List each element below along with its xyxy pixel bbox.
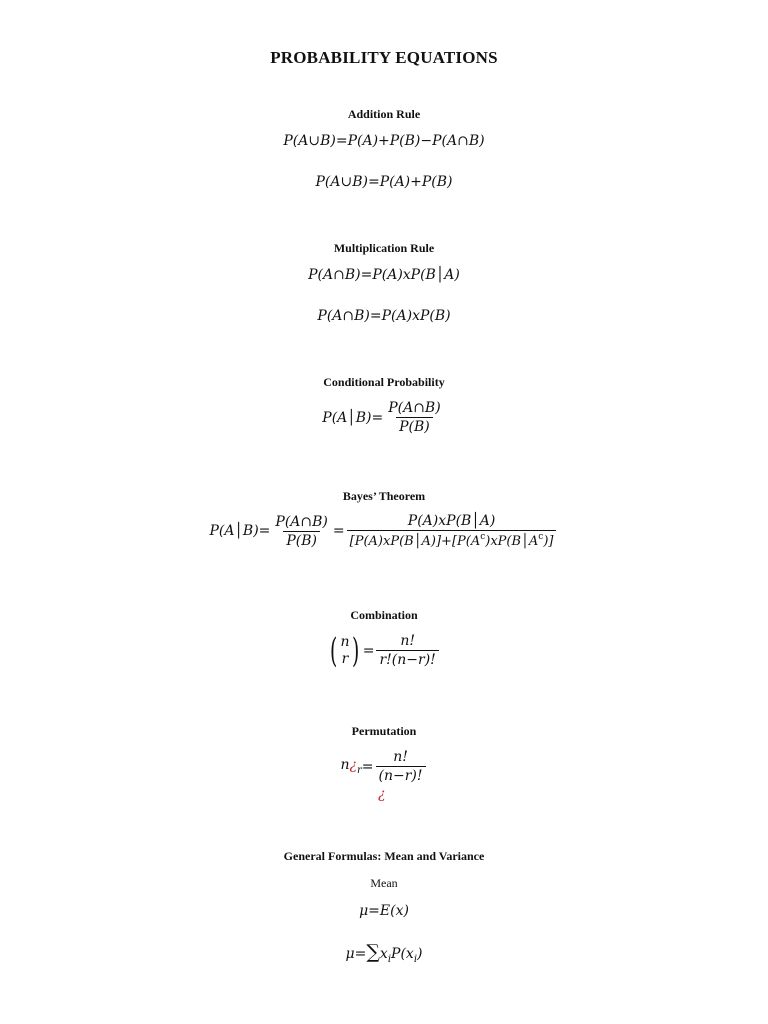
binomial-stack [340, 634, 349, 668]
bayes-first-denominator: P(B) [283, 531, 320, 549]
permutation-heading: Permutation [351, 724, 417, 738]
permutation-r-subscript: r [357, 765, 362, 776]
mean-sum-prob: P(x [391, 946, 414, 962]
general-formulas-heading: General Formulas: Mean and Variance [283, 849, 485, 863]
combination-denominator: r!(n−r)! [376, 650, 438, 668]
binomial-bottom: r [341, 650, 349, 667]
conditional-numerator: P(A∩B) [388, 400, 441, 416]
summation-symbol: ∑ [366, 941, 380, 963]
bayes-second-fraction [347, 513, 557, 549]
binomial-right-paren: ) [352, 630, 360, 671]
permutation-n: n [340, 757, 350, 773]
conditional-fraction [385, 400, 443, 435]
conditional-lhs: P(A│B)= [322, 409, 384, 426]
binomial-coefficient [327, 630, 363, 671]
bayes-second-numerator: P(A)xP(B│A) [407, 513, 496, 529]
bayes-complement-sup2: c [538, 532, 544, 542]
bayes-second-denominator [347, 530, 557, 549]
mean-sum-lhs: μ= [345, 946, 367, 962]
mean-sum-x-subscript: i [387, 954, 392, 965]
permutation-lhs [340, 757, 361, 776]
multiplication-rule-dependent-equation: P(A∩B)=P(A)xP(B│A) [308, 267, 460, 283]
multiplication-rule-heading: Multiplication Rule [333, 241, 435, 255]
bayes-first-fraction [272, 514, 330, 549]
mean-label: Mean [370, 876, 398, 890]
permutation-equation [0, 749, 768, 784]
permutation-fraction [376, 749, 426, 784]
addition-rule-general-equation: P(A∪B)=P(A)+P(B)−P(A∩B) [283, 133, 485, 149]
multiplication-rule-independent-equation: P(A∩B)=P(A)xP(B) [317, 308, 451, 324]
mean-sum-x: x [379, 946, 388, 962]
bayes-theorem-heading: Bayes’ Theorem [342, 489, 426, 503]
bayes-equals: = [332, 523, 345, 539]
mean-sum-equation [0, 941, 768, 965]
bayes-complement-sup1: c [480, 532, 486, 542]
binomial-left-paren: ( [330, 630, 338, 671]
permutation-garbled-glyph: ¿ [349, 757, 358, 773]
mean-expectation-equation: μ=E(x) [359, 903, 409, 919]
combination-equals: = [362, 642, 375, 659]
permutation-equals: = [361, 758, 374, 775]
addition-rule-heading: Addition Rule [347, 107, 421, 121]
bayes-denominator-part3: )] [543, 534, 554, 549]
bayes-theorem-equation [0, 513, 768, 549]
combination-heading: Combination [350, 608, 418, 622]
bayes-first-numerator: P(A∩B) [275, 513, 328, 530]
bayes-denominator-part2: )xP(B│A [485, 534, 539, 549]
bayes-lhs: P(A│B)= [209, 523, 271, 539]
conditional-probability-heading: Conditional Probability [323, 375, 445, 389]
combination-fraction [376, 633, 438, 668]
binomial-top: n [340, 633, 350, 650]
combination-equation [0, 630, 768, 671]
document-title: PROBABILITY EQUATIONS [270, 48, 498, 67]
conditional-probability-equation [0, 400, 768, 435]
bayes-denominator-part1: [P(A)xP(B│A)]+[P(A [349, 534, 481, 549]
permutation-denominator: (n−r)! [376, 766, 426, 784]
combination-numerator: n! [400, 633, 415, 649]
permutation-numerator: n! [393, 749, 408, 765]
mean-sum-prob-subscript: i [413, 954, 418, 965]
conditional-denominator: P(B) [396, 417, 433, 435]
permutation-stray-glyph: ¿ [378, 786, 386, 802]
addition-rule-exclusive-equation: P(A∪B)=P(A)+P(B) [315, 174, 453, 190]
mean-sum-close: ) [417, 946, 423, 962]
